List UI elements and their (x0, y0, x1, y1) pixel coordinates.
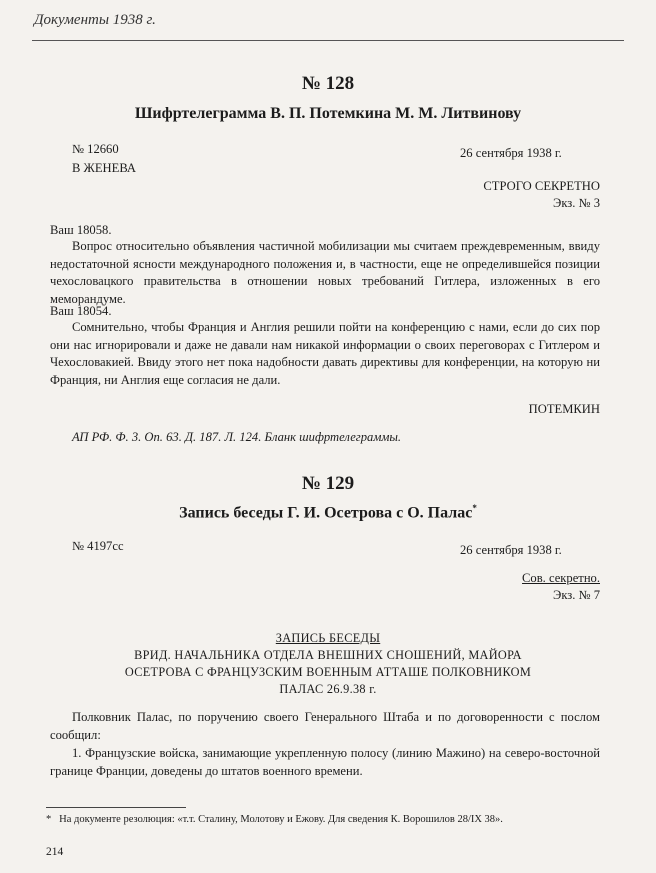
doc-129-title: Запись беседы Г. И. Осетрова с О. Палас* (179, 503, 477, 522)
footnote-mark: * (46, 814, 52, 825)
footnote-marker: * (472, 503, 477, 513)
doc-129-heading-line-2: ВРИД. НАЧАЛЬНИКА ОТДЕЛА ВНЕШНИХ СНОШЕНИЙ, МАЙОРА (134, 648, 522, 662)
doc-129-date: 26 сентября 1938 г. (460, 543, 562, 557)
footnote: * На документе резолюция: «т.т. Сталину, Молотову и Ежову. Для сведения К. Ворошилов 28/IX 38». (46, 814, 503, 825)
doc-128-para2: Сомнительно, чтобы Франция и Англия решили пойти на конференцию с нами, если до сих пор они нас игнорировали и даже не давали нам никакой информации о своих переговорах с Гитлером и Чехословакией. Ввиду этого нет пока надобности давать директивы для конференции, на которую ни Франция, ни Англия еще согласия не дали. (50, 320, 600, 387)
doc-129-reg-no: № 4197сс (72, 539, 124, 553)
doc-128-source: АП РФ. Ф. 3. Оп. 63. Д. 187. Л. 124. Бланк шифртелеграммы. (72, 430, 402, 444)
doc-129-para2: 1. Французские войска, занимающие укрепленную полосу (линию Мажино) на северо-восточной границе Франции, доведены до штатов военного времени. (50, 746, 600, 778)
doc-129-copy: Экз. № 7 (553, 588, 600, 602)
doc-128-number: № 128 (301, 73, 355, 94)
doc-128-ref2: Ваш 18054. (50, 304, 112, 318)
doc-128-para1: Вопрос относительно объявления частичной мобилизации мы считаем преждевременным, ввиду недостаточной ясности международного положения и, в частности, еще не определившейся позиции чехословацкого правительства в отношении новых требований Гитлера, изложенных в его меморандуме. (50, 239, 600, 306)
doc-128-signature: ПОТЕМКИН (528, 402, 600, 416)
doc-129-number: № 129 (301, 473, 355, 494)
doc-129-heading-line-4: ПАЛАС 26.9.38 г. (279, 682, 377, 696)
doc-128-title: Шифртелеграмма В. П. Потемкина М. М. Литвинову (134, 105, 522, 122)
doc-128-destination: В ЖЕНЕВА (72, 161, 137, 175)
doc-129-heading-line-3: ОСЕТРОВА С ФРАНЦУЗСКИМ ВОЕННЫМ АТТАШЕ ПОЛКОВНИКОМ (124, 665, 532, 679)
doc-129-classification: Сов. секретно. (522, 571, 600, 585)
doc-129-heading-line-1: ЗАПИСЬ БЕСЕДЫ (275, 631, 381, 645)
doc-128-classification: СТРОГО СЕКРЕТНО (483, 179, 600, 193)
running-head: Документы 1938 г. (34, 12, 156, 28)
footnote-rule (46, 807, 186, 808)
doc-128-ref1: Ваш 18058. (50, 223, 112, 237)
header-rule (32, 40, 624, 41)
doc-128-copy: Экз. № 3 (553, 196, 600, 210)
doc-128-reg-no: № 12660 (72, 142, 119, 156)
doc-129-para1: Полковник Палас, по поручению своего Генерального Штаба и по договоренности с послом сообщил: (50, 710, 600, 742)
doc-128-date: 26 сентября 1938 г. (460, 146, 562, 160)
page-number: 214 (46, 846, 64, 858)
